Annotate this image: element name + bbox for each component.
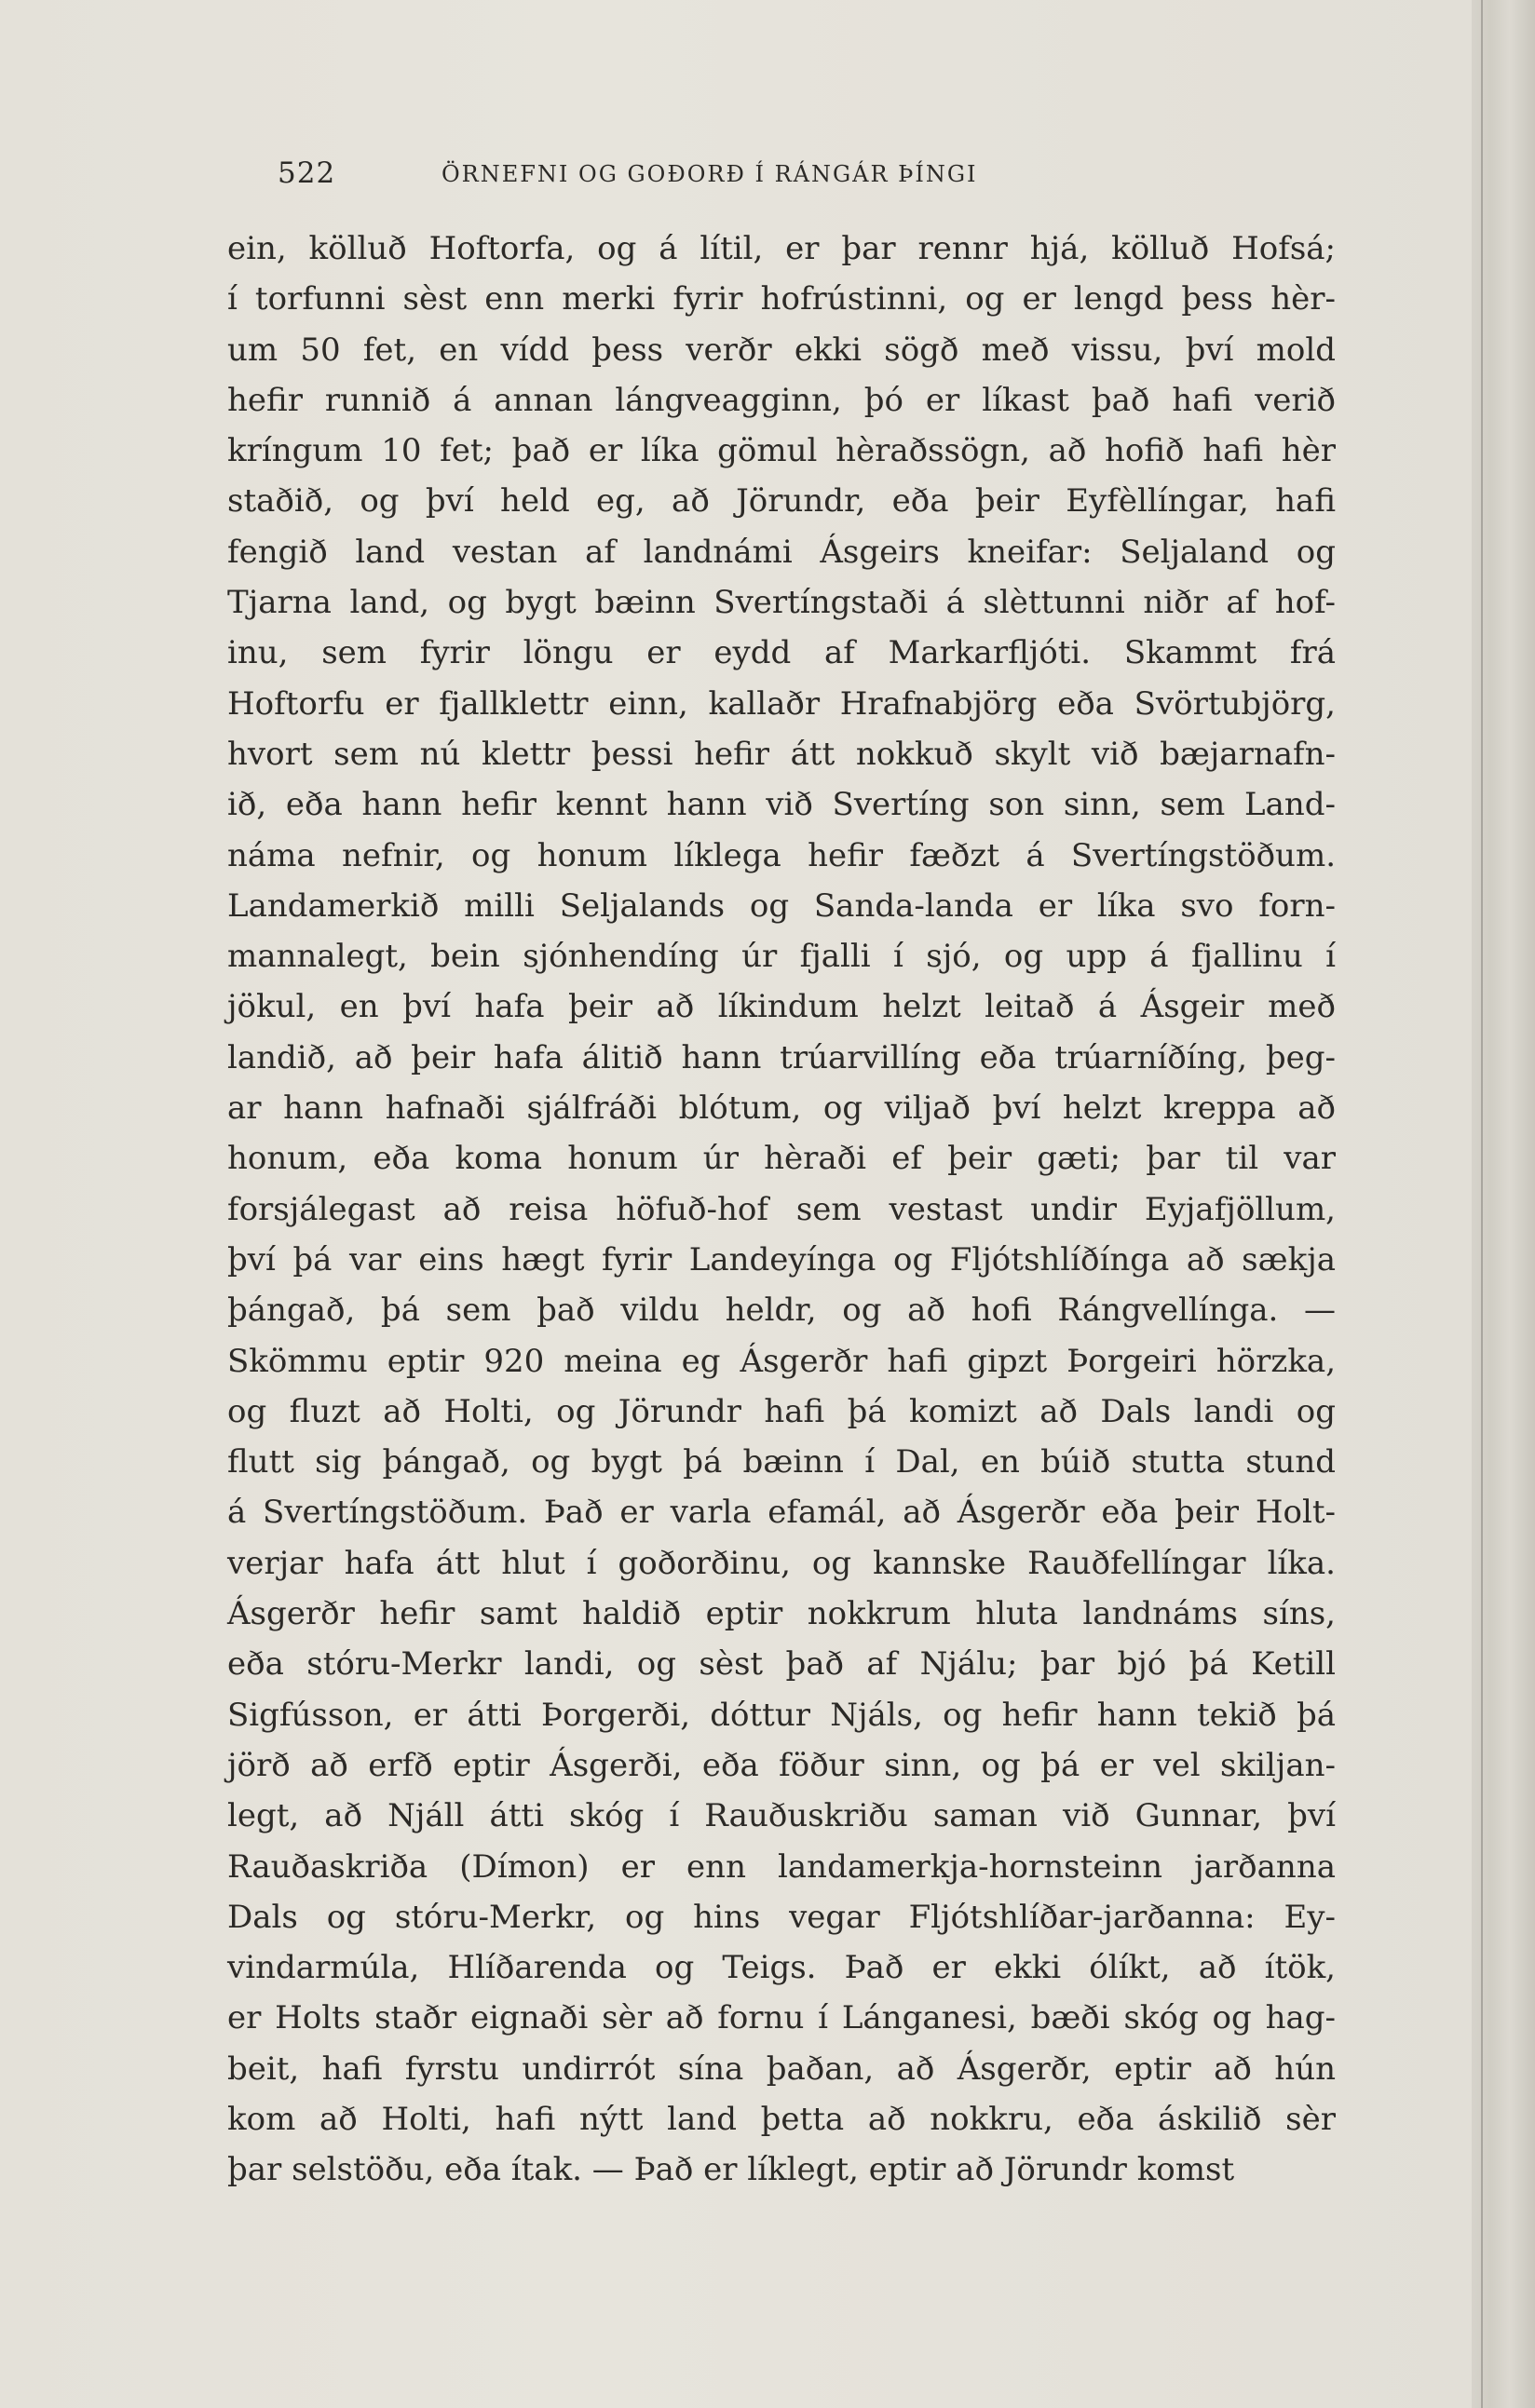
text-line: verjar hafa átt hlut í goðorðinu, og kannske Rauðfellíngar líka. (227, 1544, 1336, 1582)
text-line: jökul, en því hafa þeir að líkindum helzt leitað á Ásgeir með (227, 988, 1336, 1026)
text-line: Skömmu eptir 920 meina eg Ásgerðr hafi gipzt Þorgeiri hörzka, (227, 1342, 1336, 1380)
text-line: Sigfússon, er átti Þorgerði, dóttur Njáls, og hefir hann tekið þá (227, 1696, 1336, 1734)
text-line: ið, eða hann hefir kennt hann við Svertíng son sinn, sem Land- (227, 786, 1336, 824)
text-line: því þá var eins hægt fyrir Landeyínga og Fljótshlíðínga að sækja (227, 1240, 1336, 1278)
page-number: 522 (278, 156, 336, 190)
text-line: Ásgerðr hefir samt haldið eptir nokkrum hluta landnáms síns, (227, 1595, 1336, 1633)
gutter-edge (1481, 0, 1483, 2408)
text-line: flutt sig þángað, og bygt þá bæinn í Dal, en búið stutta stund (227, 1443, 1336, 1481)
text-line: Rauðaskriða (Dímon) er enn landamerkja-hornsteinn jarðanna (227, 1847, 1336, 1886)
text-line: vindarmúla, Hlíðarenda og Teigs. Það er ekki ólíkt, að ítök, (227, 1949, 1336, 1987)
text-line: Dals og stóru-Merkr, og hins vegar Fljótshlíðar-jarðanna: Ey- (227, 1898, 1336, 1936)
text-line: hvort sem nú klettr þessi hefir átt nokkuð skylt við bæjarnafn- (227, 735, 1336, 773)
text-line: mannalegt, bein sjónhendíng úr fjalli í sjó, og upp á fjallinu í (227, 938, 1336, 976)
text-line: ar hann hafnaði sjálfráði blótum, og viljað því helzt kreppa að (227, 1089, 1336, 1128)
text-line: þángað, þá sem það vildu heldr, og að hofi Rángvellínga. — (227, 1292, 1336, 1330)
text-line: Hoftorfu er fjallklettr einn, kallaðr Hrafnabjörg eða Svörtubjörg, (227, 684, 1336, 723)
text-line: er Holts staðr eignaði sèr að fornu í Lánganesi, bæði skóg og hag- (227, 1999, 1336, 2037)
text-line: honum, eða koma honum úr hèraði ef þeir gæti; þar til var (227, 1140, 1336, 1178)
text-line: inu, sem fyrir löngu er eydd af Markarfljóti. Skammt frá (227, 634, 1336, 672)
text-line: jörð að erfð eptir Ásgerði, eða föður sinn, og þá er vel skiljan- (227, 1746, 1336, 1784)
page-header (278, 156, 1116, 197)
text-line: kríngum 10 fet; það er líka gömul hèraðssögn, að hofið hafi hèr (227, 432, 1336, 470)
text-line: fengið land vestan af landnámi Ásgeirs kneifar: Seljaland og (227, 533, 1336, 571)
text-line: Tjarna land, og bygt bæinn Svertíngstaði á slèttunni niðr af hof- (227, 584, 1336, 622)
text-line: legt, að Njáll átti skóg í Rauðuskriðu saman við Gunnar, því (227, 1797, 1336, 1835)
text-line: í torfunni sèst enn merki fyrir hofrústinni, og er lengd þess hèr- (227, 280, 1336, 318)
text-line: um 50 fet, en vídd þess verðr ekki sögð með vissu, því mold (227, 331, 1336, 369)
text-line: eða stóru-Merkr landi, og sèst það af Njálu; þar bjó þá Ketill (227, 1645, 1336, 1684)
text-line: hefir runnið á annan lángveagginn, þó er líkast það hafi verið (227, 381, 1336, 419)
text-line: Landamerkið milli Seljalands og Sanda-landa er líka svo forn- (227, 886, 1336, 925)
running-head: ÖRNEFNI OG GOÐORÐ Í RÁNGÁR ÞÍNGI (441, 161, 978, 187)
text-line: beit, hafi fyrstu undirrót sína þaðan, að Ásgerðr, eptir að hún (227, 2050, 1336, 2088)
text-line: á Svertíngstöðum. Það er varla efamál, að Ásgerðr eða þeir Holt- (227, 1494, 1336, 1532)
text-line: og fluzt að Holti, og Jörundr hafi þá komizt að Dals landi og (227, 1392, 1336, 1430)
text-line: ein, kölluð Hoftorfa, og á lítil, er þar rennr hjá, kölluð Hofsá; (227, 230, 1336, 267)
text-line: þar selstöðu, eða ítak. — Það er líklegt, eptir að Jörundr komst (227, 2151, 1235, 2189)
text-line: náma nefnir, og honum líklega hefir fæðzt á Svertíngstöðum. (227, 836, 1336, 874)
text-line: kom að Holti, hafi nýtt land þetta að nokkru, eða áskilið sèr (227, 2100, 1336, 2138)
text-line: forsjálegast að reisa höfuð-hof sem vestast undir Eyjafjöllum, (227, 1190, 1336, 1228)
text-line: staðið, og því held eg, að Jörundr, eða þeir Eyfèllíngar, hafi (227, 482, 1336, 521)
text-line: landið, að þeir hafa álitið hann trúarvillíng eða trúarníðíng, þeg- (227, 1038, 1336, 1076)
body-text (227, 223, 1336, 2196)
